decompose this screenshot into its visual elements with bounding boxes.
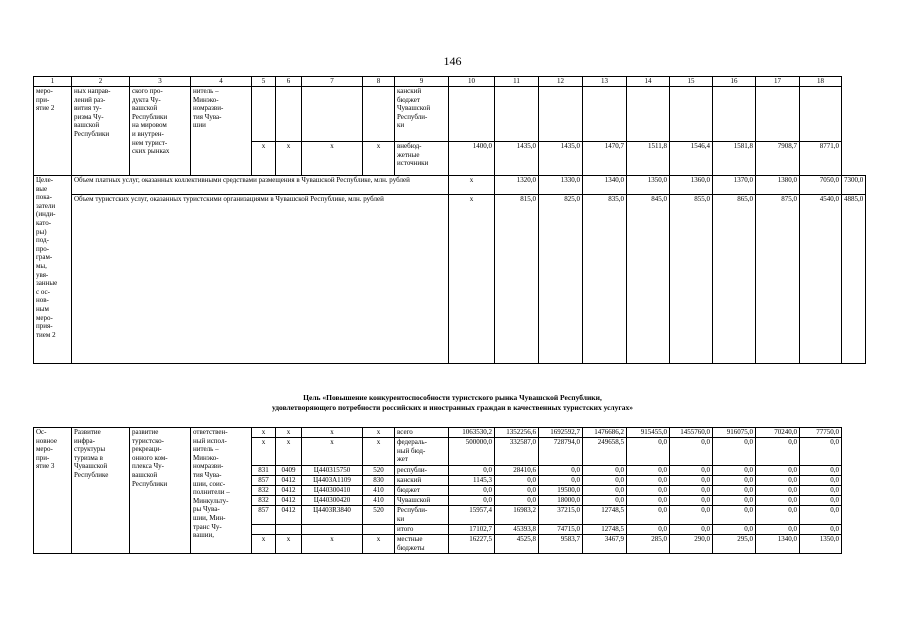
value-cell: 16227,5 [449, 535, 495, 554]
funding-table-continuation [33, 76, 866, 364]
goal-line: удовлетворяющего потребности российских и иностранных граждан в качественных туристских услугах» [271, 403, 634, 412]
funding-source: канский бюджет Чувашской Республи- ки [395, 87, 449, 142]
value-cell: 0,0 [713, 506, 756, 525]
table-row [34, 195, 866, 364]
value-cell: 1435,0 [539, 142, 583, 176]
page-number: 146 [443, 54, 462, 68]
value-cell: 865,0 [713, 195, 756, 364]
value-cell: 12748,5 [583, 525, 627, 535]
value-cell: 0,0 [713, 466, 756, 476]
goal-heading [0, 393, 905, 413]
value-cell: 1546,4 [670, 142, 713, 176]
value-cell: 28410,6 [495, 466, 539, 476]
value-cell: 1350,0 [627, 176, 670, 195]
column-number: 12 [539, 77, 583, 87]
event-label: меро- при- ятие 2 [34, 87, 72, 176]
value-cell: 0,0 [449, 486, 495, 496]
code-cell: x [252, 535, 276, 554]
value-cell: 0,0 [756, 438, 800, 466]
value-cell: 1435,0 [495, 142, 539, 176]
value-cell: 0,0 [627, 476, 670, 486]
value-cell: 1511,8 [627, 142, 670, 176]
table-row [34, 87, 866, 142]
column-number: 1 [34, 77, 72, 87]
value-cell: 1360,0 [670, 176, 713, 195]
funding-source: местные бюджеты [395, 535, 449, 554]
funding-source: Чувашской [395, 496, 449, 506]
value-cell: 285,0 [627, 535, 670, 554]
value-cell: 0,0 [449, 496, 495, 506]
code-cell: x [302, 535, 363, 554]
code-cell: x [252, 438, 276, 466]
value-cell: 18000,0 [539, 496, 583, 506]
subprogram-name: Развитие инфра- структуры туризма в Чувашской Республике [72, 428, 130, 554]
column-number: 17 [756, 77, 800, 87]
value-cell: 0,0 [495, 486, 539, 496]
indicators-label: Целе- вые пока- затели (инди- като- ры) под- про- грам- мы, увя- занные с ос- нов- ным меро- прия- тием 2 [34, 176, 72, 364]
value-cell: 0,0 [800, 525, 842, 535]
value-cell: 0,0 [756, 476, 800, 486]
value-cell: 1330,0 [539, 176, 583, 195]
value-cell: 0,0 [670, 438, 713, 466]
code-cell: Ц4403R3840 [302, 506, 363, 525]
value-cell: 0,0 [449, 466, 495, 476]
value-cell: 19500,0 [539, 486, 583, 496]
value-cell: 0,0 [670, 525, 713, 535]
indicator-x: x [449, 176, 495, 195]
code-cell: 831 [252, 466, 276, 476]
value-cell: 0,0 [800, 496, 842, 506]
column-number: 16 [713, 77, 756, 87]
value-cell: 16983,2 [495, 506, 539, 525]
value-cell: 0,0 [800, 506, 842, 525]
value-cell: 1370,0 [713, 176, 756, 195]
value-cell: 12748,5 [583, 506, 627, 525]
subprogram-name: ных направ- лений раз- вития ту- ризма Чу- вашской Республики [72, 87, 130, 176]
column-number: 9 [395, 77, 449, 87]
column-number: 18 [800, 77, 842, 87]
value-cell: 0,0 [583, 496, 627, 506]
executor-name: нитель – Минэко- номразви- тия Чува- шии [191, 87, 252, 176]
value-cell: 295,0 [713, 535, 756, 554]
value-cell: 1320,0 [495, 176, 539, 195]
code-cell: 857 [252, 506, 276, 525]
code-cell: 0412 [276, 476, 302, 486]
code-cell: x [363, 428, 395, 438]
value-cell: 0,0 [800, 466, 842, 476]
code-cell: x [276, 142, 302, 176]
value-cell: 0,0 [670, 476, 713, 486]
value-cell: 0,0 [713, 525, 756, 535]
value-cell: 915455,0 [627, 428, 670, 438]
value-cell: 17102,7 [449, 525, 495, 535]
column-number-row [34, 77, 866, 87]
value-cell: 0,0 [670, 466, 713, 476]
funding-source: всего [395, 428, 449, 438]
value-cell: 0,0 [713, 496, 756, 506]
value-cell: 45393,8 [495, 525, 539, 535]
column-number: 8 [363, 77, 395, 87]
funding-source: внебюд- жетные источники [395, 142, 449, 176]
funding-source: Республи- ки [395, 506, 449, 525]
value-cell: 0,0 [495, 476, 539, 486]
code-cell [363, 525, 395, 535]
value-cell: 0,0 [756, 506, 800, 525]
value-cell: 1400,0 [449, 142, 495, 176]
value-cell: 7300,0 [842, 176, 866, 195]
value-cell: 500000,0 [449, 438, 495, 466]
code-cell: Ц440315750 [302, 466, 363, 476]
value-cell: 1350,0 [800, 535, 842, 554]
code-cell: x [276, 438, 302, 466]
value-cell: 0,0 [713, 486, 756, 496]
value-cell: 37215,0 [539, 506, 583, 525]
value-cell: 875,0 [756, 195, 800, 364]
value-cell: 0,0 [539, 476, 583, 486]
code-cell: 410 [363, 486, 395, 496]
funding-source: республи- [395, 466, 449, 476]
value-cell: 15957,4 [449, 506, 495, 525]
value-cell: 0,0 [539, 466, 583, 476]
value-cell: 0,0 [583, 466, 627, 476]
value-cell: 1581,8 [713, 142, 756, 176]
value-cell: 77750,0 [800, 428, 842, 438]
column-number: 7 [302, 77, 363, 87]
value-cell: 0,0 [756, 486, 800, 496]
funding-source: канский [395, 476, 449, 486]
value-cell: 1476686,2 [583, 428, 627, 438]
column-number: 6 [276, 77, 302, 87]
value-cell: 8771,0 [800, 142, 842, 176]
value-cell: 74715,0 [539, 525, 583, 535]
value-cell: 4540,0 [800, 195, 842, 364]
table-row [34, 176, 866, 195]
code-cell: x [363, 438, 395, 466]
value-cell: 855,0 [670, 195, 713, 364]
task-name: ского про- дукта Чу- вашской Республики на мировом и внутрен- нем турист- ских рынках [130, 87, 191, 176]
value-cell: 9583,7 [539, 535, 583, 554]
value-cell: 815,0 [495, 195, 539, 364]
code-cell: 520 [363, 466, 395, 476]
code-cell: x [276, 535, 302, 554]
code-cell: x [363, 535, 395, 554]
code-cell: x [252, 428, 276, 438]
value-cell: 1063530,2 [449, 428, 495, 438]
funding-source: бюджет [395, 486, 449, 496]
code-cell: 410 [363, 496, 395, 506]
task-name: развитие туристско- рекреаци- онного ком- плекса Чу- вашской Республики [130, 428, 191, 554]
value-cell: 0,0 [627, 506, 670, 525]
value-cell: 332587,0 [495, 438, 539, 466]
value-cell: 0,0 [756, 466, 800, 476]
value-cell: 1145,3 [449, 476, 495, 486]
column-number: 5 [252, 77, 276, 87]
value-cell: 0,0 [627, 466, 670, 476]
value-cell: 1340,0 [756, 535, 800, 554]
column-number: 14 [627, 77, 670, 87]
indicator-x: x [449, 195, 495, 364]
value-cell: 0,0 [756, 525, 800, 535]
goal-line: Цель «Повышение конкурентоспособности туристского рынка Чувашской Республики, [303, 393, 602, 402]
indicator-text: Объем платных услуг, оказанных коллективными средствами размещения в Чувашской Республике, млн. рублей [72, 176, 449, 195]
value-cell: 290,0 [670, 535, 713, 554]
code-cell [302, 525, 363, 535]
code-cell: x [252, 142, 276, 176]
value-cell: 1340,0 [583, 176, 627, 195]
executor-name: ответствен- ный испол- нитель – Минэко- номразви- тия Чува- шии, соис- полнители – Минкульту- ры Чува- шии, Мин- транс Чу- вашии, [191, 428, 252, 554]
column-number: 4 [191, 77, 252, 87]
column-number: 15 [670, 77, 713, 87]
code-cell [252, 525, 276, 535]
code-cell: 0412 [276, 506, 302, 525]
value-cell: 0,0 [583, 486, 627, 496]
value-cell: 4525,8 [495, 535, 539, 554]
value-cell: 249658,5 [583, 438, 627, 466]
value-cell: 7908,7 [756, 142, 800, 176]
column-number: 13 [583, 77, 627, 87]
code-cell: x [302, 428, 363, 438]
code-cell: 0412 [276, 496, 302, 506]
code-cell: 832 [252, 496, 276, 506]
value-cell: 1380,0 [756, 176, 800, 195]
value-cell: 3467,9 [583, 535, 627, 554]
value-cell: 7050,0 [800, 176, 842, 195]
code-cell: 0412 [276, 486, 302, 496]
value-cell: 0,0 [670, 506, 713, 525]
value-cell: 0,0 [627, 486, 670, 496]
code-cell: x [302, 142, 363, 176]
value-cell: 0,0 [800, 476, 842, 486]
value-cell: 0,0 [756, 496, 800, 506]
code-cell: Ц440300410 [302, 486, 363, 496]
event-label: Ос- новное меро- при- ятие 3 [34, 428, 72, 554]
value-cell: 4885,0 [842, 195, 866, 364]
code-cell: 830 [363, 476, 395, 486]
value-cell: 0,0 [627, 525, 670, 535]
value-cell: 0,0 [800, 438, 842, 466]
value-cell: 1692592,7 [539, 428, 583, 438]
value-cell: 0,0 [583, 476, 627, 486]
value-cell: 0,0 [713, 438, 756, 466]
value-cell: 0,0 [670, 486, 713, 496]
value-cell: 1455760,0 [670, 428, 713, 438]
value-cell: 0,0 [713, 476, 756, 486]
funding-table-main-event-3 [33, 427, 842, 554]
value-cell: 0,0 [670, 496, 713, 506]
value-cell: 0,0 [495, 496, 539, 506]
indicator-text: Объем туристских услуг, оказанных туристскими организациями в Чувашской Республике, млн. рублей [72, 195, 449, 364]
value-cell: 845,0 [627, 195, 670, 364]
code-cell: x [363, 142, 395, 176]
code-cell: 0409 [276, 466, 302, 476]
code-cell: 857 [252, 476, 276, 486]
code-cell: x [276, 428, 302, 438]
code-cell: Ц4403A1109 [302, 476, 363, 486]
value-cell: 0,0 [627, 438, 670, 466]
column-number: 10 [449, 77, 495, 87]
value-cell: 0,0 [800, 486, 842, 496]
column-number: 2 [72, 77, 130, 87]
value-cell: 70240,0 [756, 428, 800, 438]
value-cell: 1352256,6 [495, 428, 539, 438]
value-cell: 825,0 [539, 195, 583, 364]
value-cell: 0,0 [627, 496, 670, 506]
value-cell: 1470,7 [583, 142, 627, 176]
column-number: 3 [130, 77, 191, 87]
funding-source: федераль- ный бюд- жет [395, 438, 449, 466]
column-number: 11 [495, 77, 539, 87]
value-cell: 835,0 [583, 195, 627, 364]
funding-source: итого [395, 525, 449, 535]
code-cell [276, 525, 302, 535]
code-cell: 832 [252, 486, 276, 496]
value-cell: 916075,0 [713, 428, 756, 438]
code-cell: 520 [363, 506, 395, 525]
code-cell: x [302, 438, 363, 466]
table-row [34, 428, 842, 438]
value-cell: 728794,0 [539, 438, 583, 466]
code-cell: Ц440300420 [302, 496, 363, 506]
